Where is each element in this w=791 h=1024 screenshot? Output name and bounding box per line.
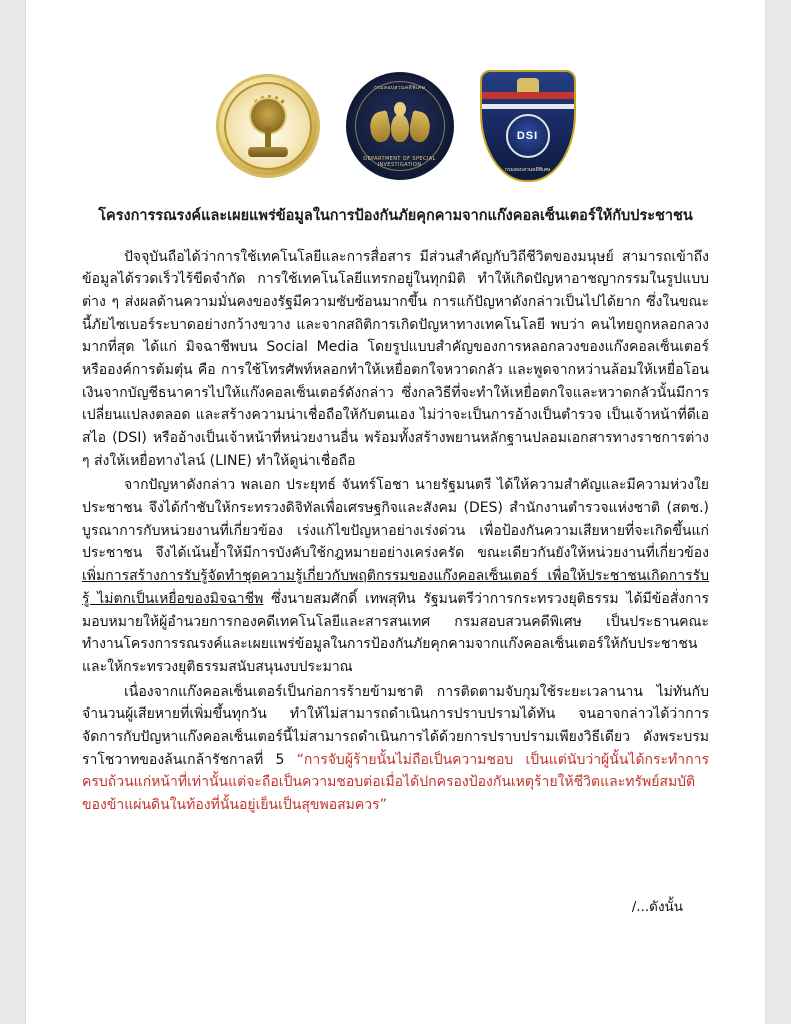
dsi-ribbon-text: กรมสอบสวนคดีพิเศษ: [504, 167, 551, 173]
paragraph-3-royal-quote: “การจับผู้ร้ายนั้นไม่ถือเป็นความชอบ เป็นแต่นับว่าผู้นั้นได้กระทำการครบถ้วนแก่หน้าที่เท่านั้นแต่จะถือเป็นความชอบต่อเมื่อได้ปกครองป้องกันเหตุร้ายให้ชีวิตและทรัพย์สมบัติของข้าแผ่นดินในท้องที่นั้นอยู่เย็นเป็นสุขพอสมควร”: [82, 751, 709, 813]
paragraph-1-run-1: ปัจจุบันถือได้ว่าการใช้เทคโนโลยีและการสื่อสาร มีส่วนสำคัญกับวิถีชีวิตของมนุษย์ สามารถเข้าถึงข้อมูลได้รวดเร็วไร้ขีดจำกัด การใช้เทคโนโลยีแทรกอยู่ในทุกมิติ ทำให้เกิดปัญหาอาชญากรรมในรูปแบบต่าง ๆ ส่งผลด้านความมั่นคงของรัฐมีความซับซ้อนมากขึ้น การแก้ปัญหาดังกล่าวเป็นไปได้ยาก ซึ่งในขณะนี้ภัยไซเบอร์ระบาดอย่างกว้างขวาง และจากสถิติการเกิดปัญหาทางเทคโนโลยี พบว่า คนไทยถูกหลอกลวงมากที่สุด ได้แก่ มิจฉาชีพบน Social Media โดยรูปแบบสำคัญของการหลอกลวงของแก๊งคอลเซ็นเตอร์หรือองค์การต้มตุ๋น คือ การใช้โทรศัพท์หลอกทำให้เหยื่อตกใจหวาดกลัว และพูดจากหว่านล้อมให้เหยื่อโอนเงินจากบัญชีธนาคารไปให้แก๊งคอลเซ็นเตอร์ดังกล่าว ซึ่งกลวิธีที่จะทำให้เหยื่อตกใจและหวาดกลัวนั้นมีการเปลี่ยนแปลงตลอด และสร้างความน่าเชื่อถือให้กับตนเอง ไม่ว่าจะเป็นการอ้างเป็นตำรวจ เป็นเจ้าหน้าที่ดีเอสไอ (DSI) หรืออ้างเป็นเจ้าหน้าที่หน่วยงานอื่น พร้อมทั้งสร้างพยานหลักฐานปลอมเอกสารทางราชการต่าง ๆ ส่งให้เหยื่อทางไลน์ (LINE) ทำให้ดูน่าเชื่อถือ: [82, 248, 709, 469]
paragraph-2: [82, 474, 709, 678]
paragraph-2-run-1: จากปัญหาดังกล่าว พลเอก ประยุทธ์ จันทร์โอชา นายรัฐมนตรี ได้ให้ความสำคัญและมีความห่วงใยประชาชน จึงได้กำชับให้กระทรวงดิจิทัลเพื่อเศรษฐกิจและสังคม (DES) สำนักงานตำรวจแห่งชาติ (สตช.) บูรณาการกับหน่วยงานที่เกี่ยวข้อง เร่งแก้ไขปัญหาอย่างเร่งด่วน เพื่อป้องกันความเสียหายที่จะเกิดขึ้นแก่ประชาชน จึงได้เน้นย้ำให้มีการบังคับใช้กฎหมายอย่างเคร่งครัด ขณะเดียวกันยังให้หน่วยงานที่เกี่ยวข้อง: [82, 477, 709, 562]
paragraph-3-run-1: เนื่องจากแก๊งคอลเซ็นเตอร์เป็นก่อการร้ายข้ามชาติ การติดตามจับกุมใช้ระยะเวลานาน ไม่ทันกับจำนวนผู้เสียหายที่เพิ่มขึ้นทุกวัน ทำให้ไม่สามารถดำเนินการปราบปรามได้ทัน จนอาจกล่าวได้ว่าการจัดการกับปัญหาแก๊งคอลเซ็นเตอร์นี้ไม่สามารถดำเนินการได้ด้วยการปราบปรามเพียงวิธีเดียว ดังพระบรมราโชวาทของล้นเกล้ารัชกาลที่ 5: [82, 683, 709, 768]
garuda-navy-seal-icon: [346, 72, 454, 180]
garuda-seal-bottom-text: DEPARTMENT OF SPECIAL INVESTIGATION: [363, 156, 436, 168]
garuda-seal-top-text: กรมสอบสวนคดีพิเศษ: [373, 85, 426, 91]
page-bottom-spacer: [82, 917, 709, 967]
emblem-row: [82, 70, 709, 182]
footer-continuation-note: /...ดังนั้น: [631, 898, 683, 915]
paragraph-3: [82, 681, 709, 817]
dsi-shield-icon: [480, 70, 576, 182]
royal-gold-seal-icon: [216, 74, 320, 178]
document-page: [26, 0, 765, 1024]
paragraph-1: [82, 246, 709, 473]
paragraph-2-run-3: ซึ่งนายสมศักดิ์ เทพสุทิน รัฐมนตรีว่าการกระทรวงยุติธรรม ได้มีข้อสั่งการมอบหมายให้ผู้อำนวยการกองคดีเทคโนโลยีและสารสนเทศ กรมสอบสวนคดีพิเศษ เป็นประธานคณะทำงานโครงการรณรงค์และเผยแพร่ข้อมูลในการป้องกันภัยคุกคามจากแก๊งคอลเซ็นเตอร์ให้กับประชาชน และให้กระทรวงยุติธรรมสนับสนุนงบประมาณ: [82, 590, 709, 675]
dsi-acronym: DSI: [516, 130, 539, 142]
paragraph-2-run-2-underlined: เพิ่มการสร้างการรับรู้จัดทำชุดความรู้เกี่ยวกับพฤติกรรมของแก๊งคอลเซ็นเตอร์ เพื่อให้ประชาชนเกิดการรับรู้ ไม่ตกเป็นเหยื่อของมิจฉาชีพ: [82, 568, 709, 607]
page-title: โครงการรณรงค์และเผยแพร่ข้อมูลในการป้องกันภัยคุกคามจากแก๊งคอลเซ็นเตอร์ให้กับประชาชน: [98, 208, 693, 224]
